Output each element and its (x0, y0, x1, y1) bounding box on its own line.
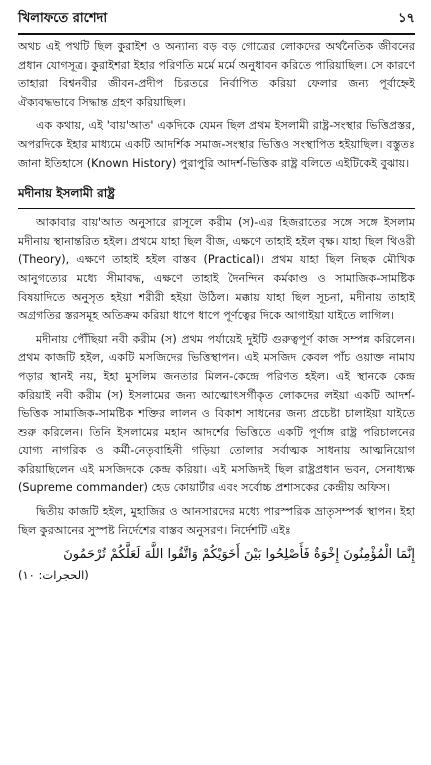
heading-rule (18, 208, 415, 209)
header-rule (18, 33, 415, 35)
paragraph-4: মদীনায় পৌঁছিয়া নবী করীম (স) প্রথম পর্যায়েই দুইটি গুরুত্বপূর্ণ কাজ সম্পন্ন করিলেন। প্রথম কাজটি হইল, একটি মসজিদের ভিত্তিস্থাপন। এই মসজিদ কেবল পাঁচ ওয়াক্ত নামায পড়ার স্থানই নয়, ইহা মুসলিম জনতার মিলন-কেন্দ্রে পরিণত হইল। এই স্থানকে কেন্দ্র করিয়াই নবী করীম (স) ইসলামের জন্য আত্মোৎসর্গীকৃত লোকদের লইয়া একটি আদর্শ-ভিত্তিক সামাজিক-সামষ্টিক শক্তির লালন ও বিকাশ সাধনের জন্য প্রচেষ্টা চালাইয়া যাইতে শুরু করিলেন। তিনি ইসলামের মহান আদর্শের ভিত্তিতে একটি পূর্ণাঙ্গ রাষ্ট্র পরিচালনের যোগ্য নাগরিক ও কর্মী-নেতৃবাহিনী গড়িয়া তোলার সর্বাত্মক সাধনায় আত্মনিয়োগ করিয়াছিলেন এই মসজিদকে কেন্দ্র করিয়া। এই মসজিদই ছিল রাষ্ট্রপ্রধান ভবন, সেনাধ্যক্ষ (Supreme commander) হেড কোয়ার্টার এবং সর্বোচ্চ প্রশাসকের কেন্দ্রীয় অফিস। (18, 332, 415, 495)
running-title: খিলাফতে রাশেদা (18, 11, 108, 26)
verse-reference: (الحجرات: ١٠) (18, 568, 89, 583)
section-heading: মদীনায় ইসলামী রাষ্ট্র (18, 186, 115, 201)
paragraph-3: আকাবার বায়'আত অনুসারে রাসূলে করীম (স)-এর হিজরাতের সঙ্গে সঙ্গে ইসলাম মদীনায় স্থানান্তরিত হইল। প্রথমে যাহা ছিল বীজ, এক্ষণে তাহাই হইল বৃক্ষ। যাহা ছিল থিওরী (Theory), এক্ষণে তাহাই হইল বাস্তব (Practical)। প্রথম যাহা ছিল নিছক মৌখিক আনুগত্যের মধ্যে সীমাবদ্ধ, এক্ষণে তাহাই দৈনন্দিন কর্মকাণ্ড ও সামাজিক-সামষ্টিক বিষয়াদিতে অনুসৃত হইয়া শরীরী হইয়া উঠিল। মক্কায় যাহা ছিল সূচনা, মদীনায় তাহাই অগ্রগতির স্তরসমূহ অতিক্রম করিয়া ধাপে ধাপে পূর্ণত্বের দিকে আগাইয়া যাইতে লাগিল। (18, 216, 415, 323)
running-header (18, 10, 415, 30)
arabic-verse: إِنَّمَا الْمُؤْمِنُونَ إِخْوَةٌ فَأَصْلِحُوا بَيْنَ أَخَوَيْكُمْ وَاتَّقُوا اللَّهَ لَعَلَّكُمْ تُرْحَمُونَ (63, 547, 415, 563)
paragraph-1: অথচ এই পথটি ছিল কুরাইশ ও অন্যান্য বড় বড় গোত্রের লোকদের অর্থনৈতিক জীবনের প্রধান যোগসূত্র। কুরাইশরা ইহার পরিণতি মর্মে মর্মে অনুধাবন করিতে পারিয়াছিল। সে কারণে তাহারা বিশ্বনবীর জীবন-প্রদীপ চিরতরে নির্বাপিত করিয়া ফেলার জন্য পূর্বাহ্নেই ঐক্যবদ্ধভাবে সিদ্ধান্ত গ্রহণ করিয়াছিল। (18, 40, 415, 109)
paragraph-2: এক কথায়, এই 'বায়'আত' একদিকে যেমন ছিল প্রথম ইসলামী রাষ্ট্র-সংস্থার ভিত্তিপ্রস্তর, অপরদিকে ইহার মাধ্যমে একটি আদর্শিক সমাজ-সংস্থার ভিত্তিও সংস্থাপিত হইয়াছিল। বস্তুতঃ জানা ইতিহাসে (Known History) পুরাপুরি আদর্শ-ভিত্তিক রাষ্ট্র বলিতে এইটিকেই বুঝায়। (18, 119, 415, 170)
page-number: ১৭ (398, 11, 415, 26)
paragraph-5: দ্বিতীয় কাজটি হইল, মুহাজির ও আনসারদের মধ্যে পারস্পরিক ভ্রাতৃসম্পর্ক স্থাপন। ইহা ছিল কুরআনের সুস্পষ্ট নির্দেশের বাস্তব অনুসরণ। নির্দেশটি এইঃ (18, 505, 415, 537)
